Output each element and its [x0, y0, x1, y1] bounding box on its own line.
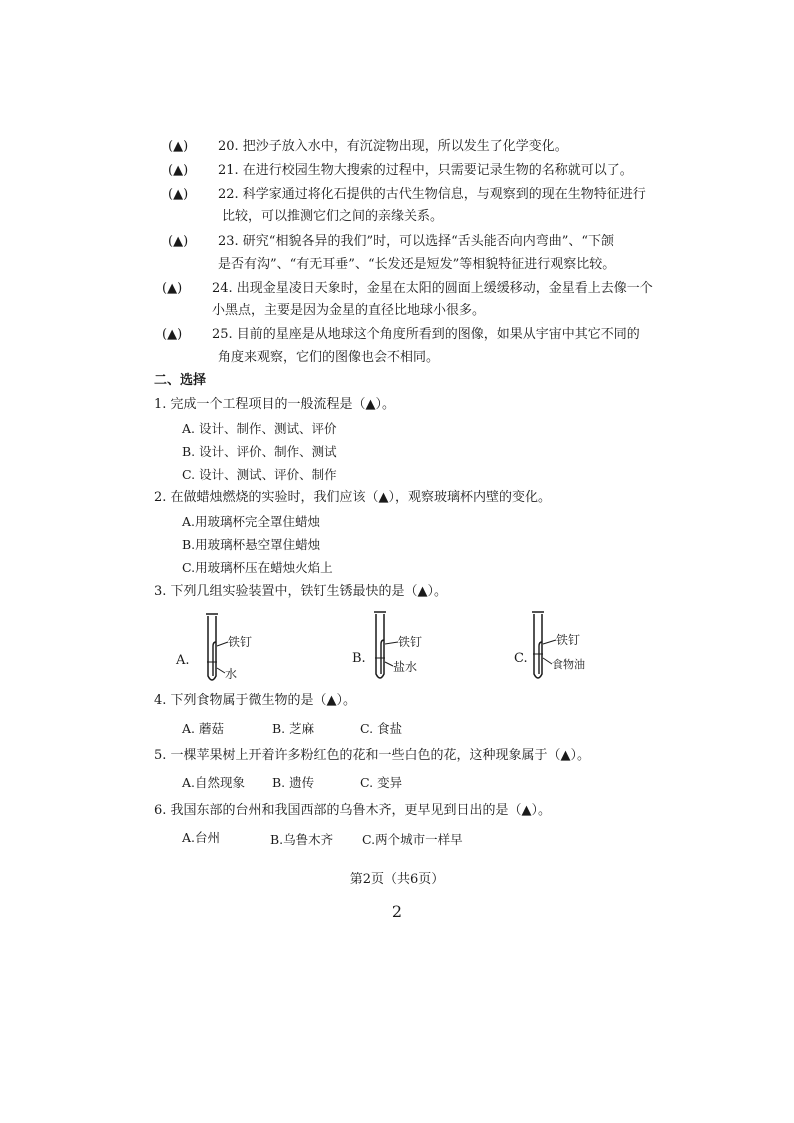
judge-text: 21. 在进行校园生物大搜索的过程中，只需要记录生物的名称就可以了。	[218, 163, 633, 178]
tube-c-label-nail: 铁钉	[556, 633, 581, 647]
question-1-option-c: C. 设计、测试、评价、制作	[182, 467, 337, 482]
page-number: 2	[391, 902, 403, 921]
question-5-option-b: B. 遗传	[272, 775, 315, 790]
tube-a-label-nail: 铁钉	[228, 635, 253, 649]
question-4-option-b: B. 芝麻	[272, 721, 315, 736]
judge-text: 25. 目前的星座是从地球这个角度所看到的图像，如果从宇宙中其它不同的	[212, 327, 640, 342]
question-2-stem: 2. 在做蜡烛燃烧的实验时，我们应该（▲），观察玻璃杯内壁的变化。	[154, 490, 552, 505]
test-tube-b-figure	[348, 604, 468, 688]
question-1-option-b: B. 设计、评价、制作、测试	[182, 444, 337, 459]
answer-mark: (▲)	[168, 187, 189, 202]
question-5-option-a: A.自然现象	[182, 775, 246, 790]
question-6-stem: 6. 我国东部的台州和我国西部的乌鲁木齐，更早见到日出的是（▲）。	[154, 803, 552, 818]
page-footer: 第2页（共6页）	[349, 872, 445, 887]
question-6-option-c: C.两个城市一样早	[362, 832, 463, 847]
judge-item-22	[168, 186, 646, 204]
tube-b-label-nail: 铁钉	[398, 635, 423, 649]
judge-item-22-cont: 比较，可以推测它们之间的亲缘关系。	[222, 209, 444, 224]
question-5-option-c: C. 变异	[360, 775, 403, 790]
test-tube-icon	[206, 614, 218, 680]
question-6-option-b: B.乌鲁木齐	[270, 832, 334, 847]
question-2-option-a: A.用玻璃杯完全罩住蜡烛	[182, 514, 321, 529]
question-1-option-a: A. 设计、制作、测试、评价	[182, 421, 337, 436]
test-tube-a-figure	[170, 606, 290, 690]
answer-mark: (▲)	[168, 163, 189, 178]
tube-a-letter: A.	[176, 653, 190, 668]
judge-text: 24. 出现金星凌日天象时，金星在太阳的圆面上缓缓移动，金星看上去像一个	[212, 281, 653, 296]
tube-a-label-liquid: 水	[225, 667, 238, 681]
judge-item-24	[162, 280, 653, 298]
question-5-stem: 5. 一棵苹果树上开着许多粉红色的花和一些白色的花，这种现象属于（▲）。	[154, 748, 591, 763]
question-6-option-a: A.台州	[182, 830, 221, 845]
answer-mark: (▲)	[162, 281, 183, 296]
judge-item-20	[168, 138, 568, 156]
judge-item-21	[168, 162, 633, 180]
answer-mark: (▲)	[162, 327, 183, 342]
judge-item-25-cont: 角度来观察，它们的图像也会不相同。	[218, 350, 440, 365]
tube-b-letter: B.	[352, 651, 366, 666]
tube-b-label-liquid: 盐水	[393, 660, 418, 674]
test-tube-c-figure	[512, 604, 632, 688]
question-2-option-c: C.用玻璃杯压在蜡烛火焰上	[182, 560, 333, 575]
question-4-stem: 4. 下列食物属于微生物的是（▲）。	[154, 693, 357, 708]
judge-item-23-cont: 是否有沟”、“有无耳垂”、“长发还是短发”等相貌特征进行观察比较。	[218, 257, 616, 272]
answer-mark: (▲)	[168, 234, 189, 249]
judge-text: 20. 把沙子放入水中，有沉淀物出现，所以发生了化学变化。	[218, 139, 568, 154]
question-4-option-a: A. 蘑菇	[182, 721, 224, 736]
tube-c-label-liquid: 食物油	[552, 658, 585, 671]
question-1-stem: 1. 完成一个工程项目的一般流程是（▲）。	[154, 397, 396, 412]
judge-item-24-cont: 小黑点，主要是因为金星的直径比地球小很多。	[212, 303, 486, 318]
question-2-option-b: B.用玻璃杯悬空罩住蜡烛	[182, 537, 321, 552]
question-3-stem: 3. 下列几组实验装置中，铁钉生锈最快的是（▲）。	[154, 584, 448, 599]
test-tube-icon	[532, 612, 544, 678]
judge-text: 23. 研究“相貌各异的我们”时，可以选择“舌头能否向内弯曲”、“下颌	[218, 234, 615, 249]
answer-mark: (▲)	[168, 139, 189, 154]
tube-c-letter: C.	[514, 651, 528, 666]
question-4-option-c: C. 食盐	[360, 721, 403, 736]
section-title: 二、选择	[154, 373, 207, 388]
test-tube-icon	[374, 612, 386, 678]
judge-text: 22. 科学家通过将化石提供的古代生物信息，与观察到的现在生物特征进行	[218, 187, 646, 202]
judge-item-25	[162, 326, 640, 344]
judge-item-23	[168, 233, 614, 251]
